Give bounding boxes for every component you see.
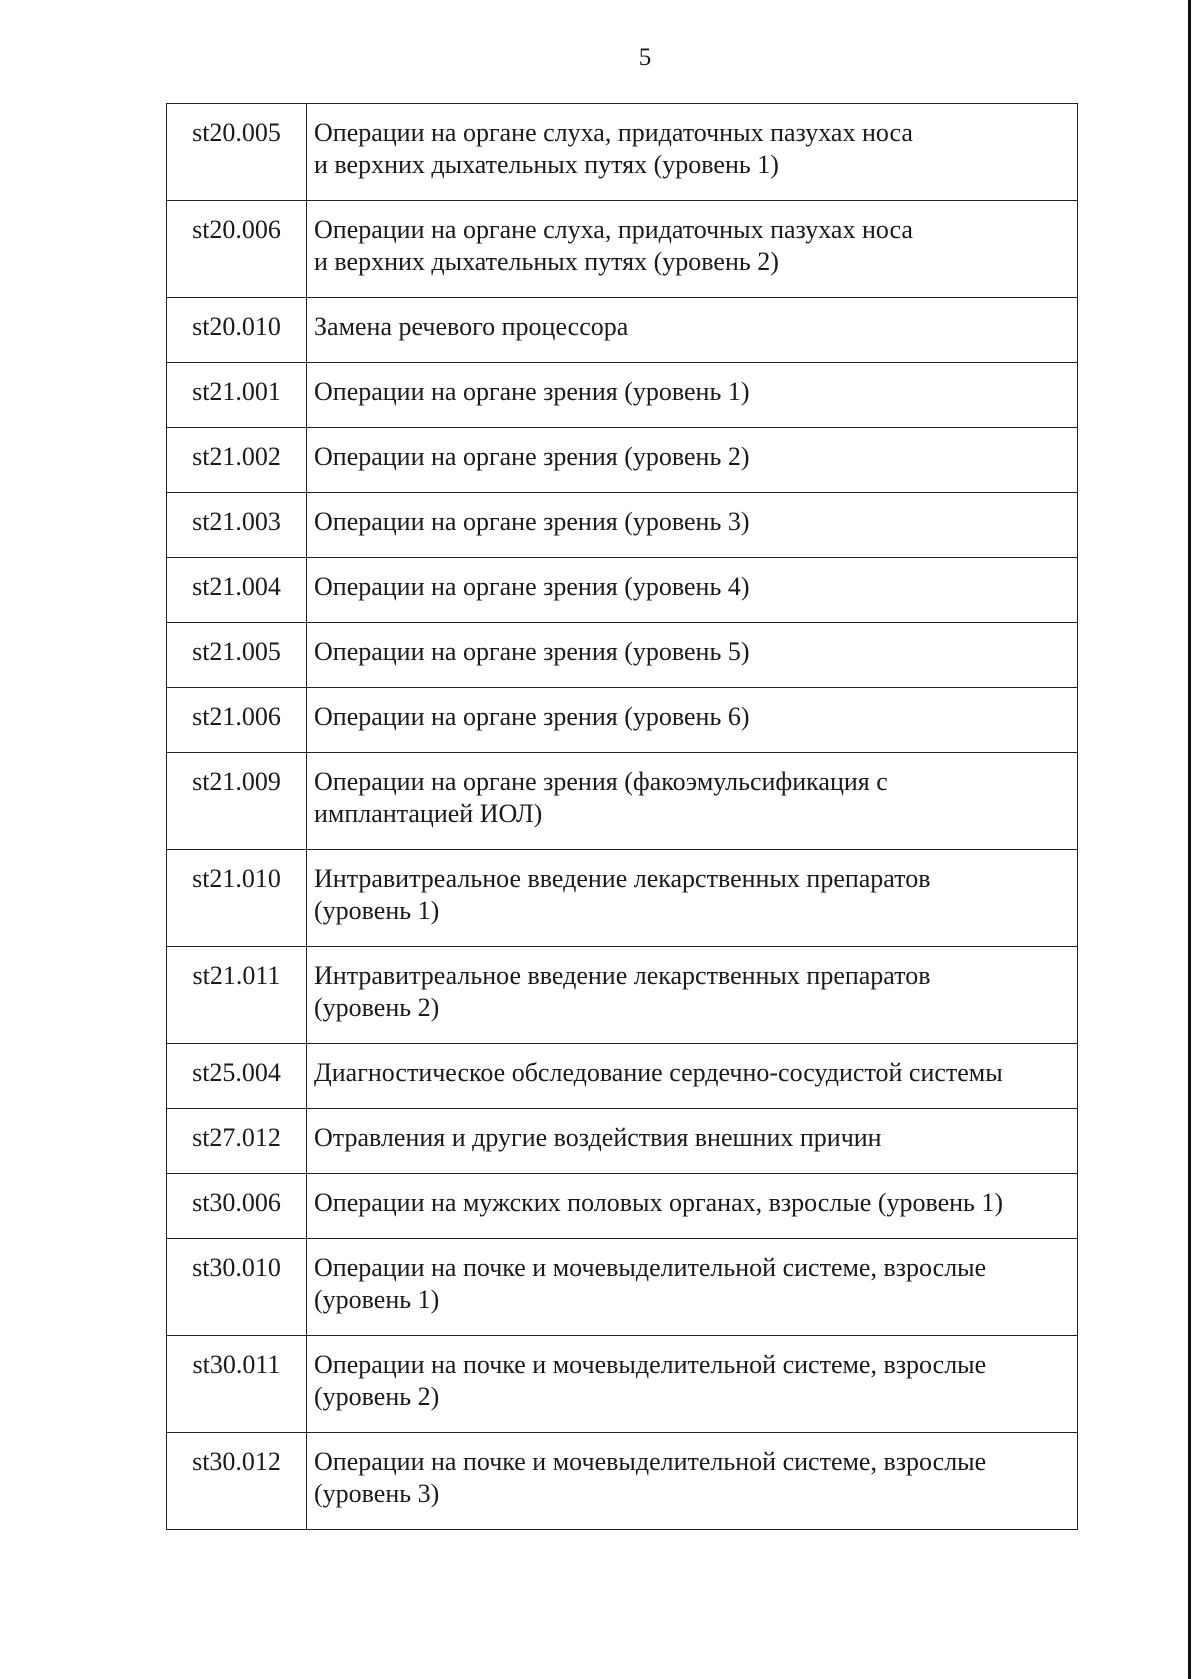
operations-table-body xyxy=(167,104,1078,1530)
row-name: Интравитреальное введение лекарственных препаратов (уровень 2) xyxy=(307,947,1078,1044)
row-code: st27.012 xyxy=(167,1109,307,1174)
table-row xyxy=(167,850,1078,947)
row-code: st21.004 xyxy=(167,558,307,623)
row-code: st30.010 xyxy=(167,1239,307,1336)
row-name: Отравления и другие воздействия внешних причин xyxy=(307,1109,1078,1174)
row-code: st25.004 xyxy=(167,1044,307,1109)
row-code: st21.001 xyxy=(167,363,307,428)
table-row xyxy=(167,493,1078,558)
table-row xyxy=(167,623,1078,688)
table-row xyxy=(167,428,1078,493)
table-row xyxy=(167,558,1078,623)
table-row xyxy=(167,201,1078,298)
row-name: Интравитреальное введение лекарственных препаратов (уровень 1) xyxy=(307,850,1078,947)
scan-edge-line xyxy=(1188,0,1191,1679)
page-number: 5 xyxy=(638,44,652,71)
table-row xyxy=(167,753,1078,850)
row-name: Операции на органе зрения (уровень 6) xyxy=(307,688,1078,753)
row-name: Операции на органе зрения (факоэмульсификация с имплантацией ИОЛ) xyxy=(307,753,1078,850)
table-row xyxy=(167,1239,1078,1336)
row-code: st21.002 xyxy=(167,428,307,493)
table-row xyxy=(167,1109,1078,1174)
table-row xyxy=(167,104,1078,201)
row-name: Операции на органе зрения (уровень 4) xyxy=(307,558,1078,623)
operations-table xyxy=(166,103,1078,1530)
row-name: Операции на почке и мочевыделительной системе, взрослые (уровень 3) xyxy=(307,1433,1078,1530)
row-name: Операции на органе зрения (уровень 5) xyxy=(307,623,1078,688)
table-row xyxy=(167,1174,1078,1239)
table-row xyxy=(167,298,1078,363)
row-name: Операции на мужских половых органах, взрослые (уровень 1) xyxy=(307,1174,1078,1239)
row-name: Операции на почке и мочевыделительной системе, взрослые (уровень 2) xyxy=(307,1336,1078,1433)
row-code: st20.005 xyxy=(167,104,307,201)
row-name: Замена речевого процессора xyxy=(307,298,1078,363)
row-name: Диагностическое обследование сердечно-сосудистой системы xyxy=(307,1044,1078,1109)
row-code: st21.003 xyxy=(167,493,307,558)
row-code: st21.006 xyxy=(167,688,307,753)
row-code: st21.010 xyxy=(167,850,307,947)
row-name: Операции на органе зрения (уровень 2) xyxy=(307,428,1078,493)
row-code: st20.006 xyxy=(167,201,307,298)
row-name: Операции на органе зрения (уровень 1) xyxy=(307,363,1078,428)
row-code: st30.011 xyxy=(167,1336,307,1433)
table-row xyxy=(167,1433,1078,1530)
row-name: Операции на органе слуха, придаточных пазухах носа и верхних дыхательных путях (уровень 1) xyxy=(307,104,1078,201)
row-code: st20.010 xyxy=(167,298,307,363)
table-row xyxy=(167,947,1078,1044)
table-row xyxy=(167,688,1078,753)
table-row xyxy=(167,1044,1078,1109)
row-code: st30.012 xyxy=(167,1433,307,1530)
row-name: Операции на органе слуха, придаточных пазухах носа и верхних дыхательных путях (уровень 2) xyxy=(307,201,1078,298)
row-name: Операции на органе зрения (уровень 3) xyxy=(307,493,1078,558)
table-row xyxy=(167,1336,1078,1433)
row-code: st21.009 xyxy=(167,753,307,850)
row-name: Операции на почке и мочевыделительной системе, взрослые (уровень 1) xyxy=(307,1239,1078,1336)
row-code: st30.006 xyxy=(167,1174,307,1239)
table-row xyxy=(167,363,1078,428)
row-code: st21.005 xyxy=(167,623,307,688)
row-code: st21.011 xyxy=(167,947,307,1044)
